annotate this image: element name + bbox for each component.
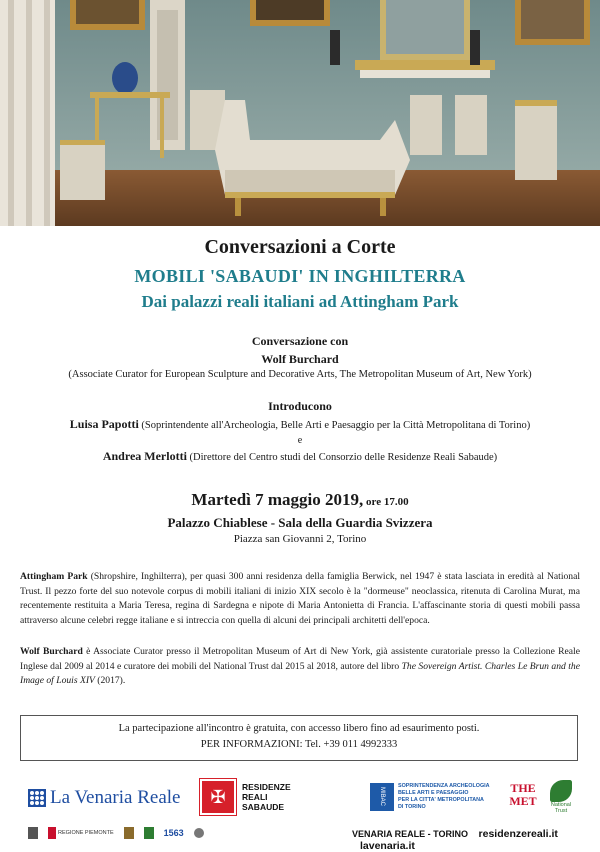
info-box bbox=[20, 715, 578, 761]
sopr-line-4: DI TORINO bbox=[398, 804, 426, 810]
sponsor-logo-1 bbox=[28, 827, 38, 839]
event-address: Piazza san Giovanni 2, Torino bbox=[233, 533, 367, 545]
introducer-1-role: (Soprintendente all'Archeologia, Belle Arti e Paesaggio per la Città Metropolitana di Torino) bbox=[138, 420, 531, 431]
nt-line-2: Trust bbox=[554, 808, 568, 814]
palace-room-photo bbox=[0, 0, 600, 226]
paragraph-attingham-text: (Shropshire, Inghilterra), per quasi 300 anni residenza della famiglia Berwick, nel 1947 è stata lasciata in eredità al National Trust. Il pezzo forte del suo notevole corpus di mobili italiani di inizio XIX secolo è la "dormeuse" neoclassica, ritenuta di Carolina Murat, ma recentemente restituita a Maria Teresa, regina di Sardegna e nipote di Maria Antonietta di Francia. L'affascinante storia di questi mobili passa attraverso alcune celebri regge italiane e si intreccia con quella di alcuni dei principali architetti dell'epoca. bbox=[20, 571, 581, 626]
footer bbox=[352, 828, 600, 852]
sponsor-logo-6 bbox=[194, 828, 204, 838]
oak-leaf-icon bbox=[550, 780, 572, 802]
paragraph-attingham-lead: Attingham Park bbox=[20, 571, 88, 582]
venaria-mark-icon bbox=[28, 789, 46, 807]
sopr-line-1: SOPRINTENDENZA ARCHEOLOGIA bbox=[398, 783, 490, 789]
residenze-cross-icon: ✠ bbox=[200, 779, 236, 815]
city-crest-icon bbox=[124, 827, 134, 839]
paragraph-attingham bbox=[20, 570, 580, 628]
sponsor-logo-2 bbox=[48, 827, 114, 839]
paragraph-burchard-lead: Wolf Burchard bbox=[20, 646, 83, 657]
year-1563-text: 1563 bbox=[163, 828, 184, 838]
introducer-1-name: Luisa Papotti bbox=[69, 417, 139, 431]
mibac-mark-icon: MIBAC bbox=[370, 783, 394, 811]
footer-link-residenze[interactable]: residenzereali.it bbox=[478, 828, 558, 840]
speaker-role: (Associate Curator for European Sculpture and Decorative Arts, The Metropolitan Museum of Art, New York) bbox=[68, 369, 532, 380]
sponsor-logo-5 bbox=[164, 828, 184, 838]
national-trust-logo bbox=[546, 780, 576, 816]
header-photo bbox=[0, 0, 600, 226]
footer-location: VENARIA REALE - TORINO bbox=[352, 829, 469, 839]
introducer-2-role: (Direttore del Centro studi del Consorzio delle Residenze Reali Sabaude) bbox=[186, 452, 498, 463]
residenze-line-1: RESIDENZE bbox=[242, 782, 291, 792]
introducer-2 bbox=[0, 449, 600, 464]
sopr-line-2: BELLE ARTI E PAESAGGIO bbox=[398, 790, 469, 796]
info-line-2: PER INFORMAZIONI: Tel. +39 011 4992333 bbox=[200, 739, 398, 750]
flag-icon bbox=[48, 827, 56, 839]
residenze-line-2: REALI bbox=[242, 792, 268, 802]
conjunction: e bbox=[297, 435, 303, 446]
sponsor-logo-3 bbox=[124, 827, 134, 839]
introductions-label: Introducono bbox=[268, 399, 332, 413]
compagnia-icon bbox=[144, 827, 154, 839]
info-line-1: La partecipazione all'incontro è gratuita, con accesso libero fino ad esaurimento posti. bbox=[118, 723, 480, 734]
venaria-logo-text: La Venaria Reale bbox=[50, 787, 181, 808]
soprintendenza-text bbox=[398, 783, 490, 811]
speaker-name: Wolf Burchard bbox=[261, 352, 339, 366]
paragraph-burchard-tail: (2017). bbox=[94, 675, 126, 686]
event-time: ore 17.00 bbox=[363, 496, 409, 508]
page-title: Conversazioni a Corte bbox=[204, 236, 396, 258]
unesco-icon bbox=[194, 828, 204, 838]
nt-line-1: National bbox=[550, 802, 572, 808]
met-logo bbox=[508, 782, 538, 812]
met-line-1: THE bbox=[510, 781, 536, 795]
venaria-logo bbox=[28, 783, 194, 813]
residenze-logo bbox=[200, 780, 310, 814]
subtitle: MOBILI 'SABAUDI' IN INGHILTERRA bbox=[134, 266, 466, 286]
book-title: The Sovereign Artist. Charles Le Brun and the Image of Louis XIV bbox=[20, 660, 580, 686]
ministry-icon bbox=[28, 827, 38, 839]
conversation-label: Conversazione con bbox=[251, 334, 349, 348]
residenze-line-3: SABAUDE bbox=[242, 802, 285, 812]
residenze-logo-text bbox=[242, 782, 291, 812]
subtitle-secondary: Dai palazzi reali italiani ad Attingham Park bbox=[141, 292, 459, 311]
sopr-line-3: PER LA CITTA' METROPOLITANA bbox=[398, 797, 484, 803]
paragraph-burchard-text: è Associate Curator presso il Metropolitan Museum of Art di New York, già assistente curatoriale presso la Collezione Reale Inglese dal 2009 al 2014 e curatore dei mobili del National Trust dal 2015 al 2018, autore del libro bbox=[20, 646, 580, 672]
footer-link-venaria[interactable]: lavenaria.it bbox=[360, 840, 415, 852]
soprintendenza-logo bbox=[370, 782, 505, 812]
event-date bbox=[0, 490, 600, 510]
met-line-2: MET bbox=[509, 794, 537, 808]
sponsor-logos bbox=[28, 825, 204, 841]
sponsor-logo-4 bbox=[144, 827, 154, 839]
regione-text: REGIONE PIEMONTE bbox=[58, 830, 114, 836]
introducer-2-name: Andrea Merlotti bbox=[102, 449, 187, 463]
event-date-text: Martedì 7 maggio 2019, bbox=[191, 490, 364, 509]
introducer-1 bbox=[0, 417, 600, 432]
paragraph-burchard bbox=[20, 645, 580, 689]
event-venue: Palazzo Chiablese - Sala della Guardia Svizzera bbox=[167, 515, 433, 530]
